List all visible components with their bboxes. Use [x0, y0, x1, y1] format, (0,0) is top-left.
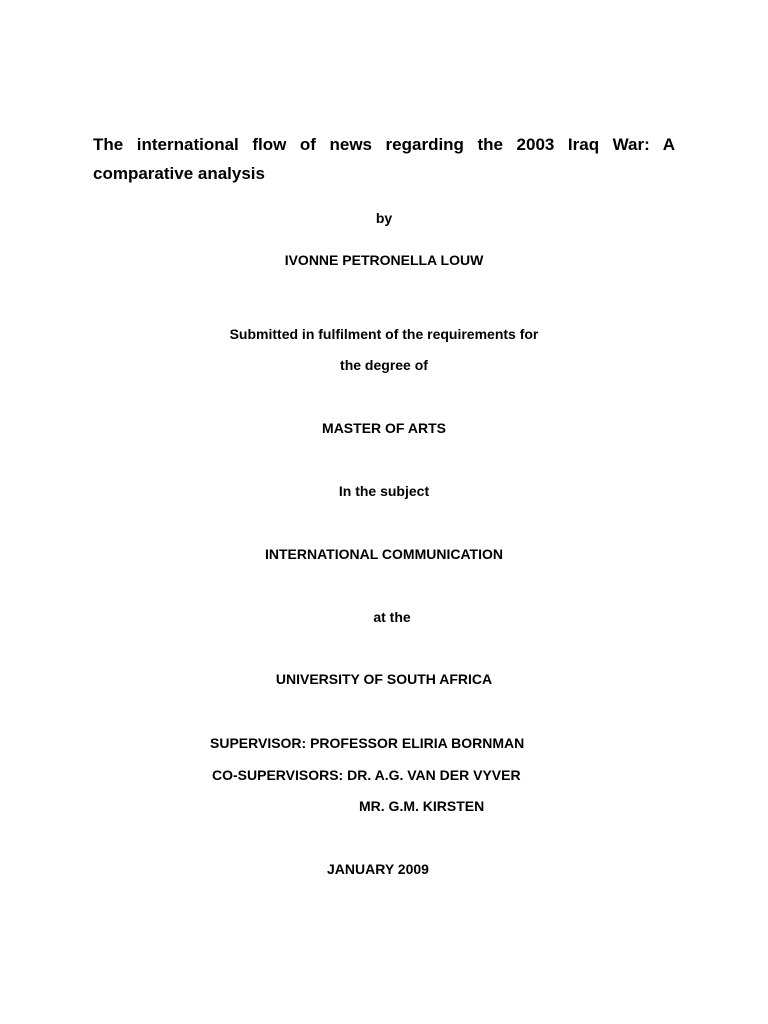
author-name: IVONNE PETRONELLA LOUW — [284, 252, 484, 268]
document-title: The international flow of news regarding the 2003 Iraq War: A comparative analysis — [93, 135, 675, 183]
co-supervisors-line: CO-SUPERVISORS: DR. A.G. VAN DER VYVER — [212, 767, 521, 783]
university-name: UNIVERSITY OF SOUTH AFRICA — [275, 671, 493, 687]
at-the-label: at the — [373, 609, 411, 625]
co-supervisor-2-line: MR. G.M. KIRSTEN — [359, 798, 485, 814]
degree-name: MASTER OF ARTS — [322, 420, 446, 436]
submitted-line-2: the degree of — [340, 357, 428, 373]
supervisor-line: SUPERVISOR: PROFESSOR ELIRIA BORNMAN — [210, 735, 525, 751]
submission-date: JANUARY 2009 — [327, 861, 429, 877]
in-subject-label: In the subject — [338, 483, 430, 499]
submitted-line-1: Submitted in fulfilment of the requirements for — [229, 326, 539, 342]
by-line: by — [375, 210, 393, 226]
subject-name: INTERNATIONAL COMMUNICATION — [265, 546, 503, 562]
